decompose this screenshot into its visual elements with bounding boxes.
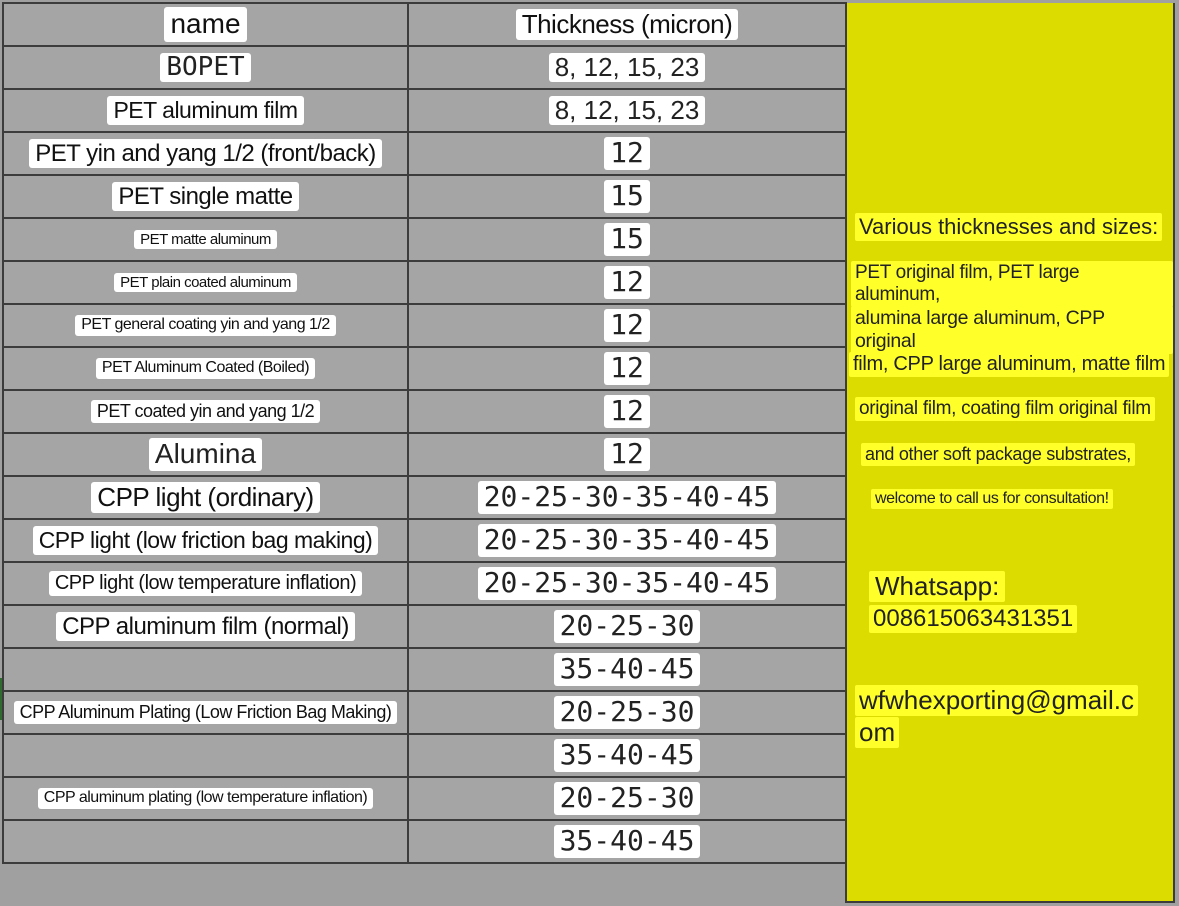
row-thickness: 35-40-45: [554, 739, 701, 771]
table-row: [3, 304, 846, 347]
row-thickness: 8, 12, 15, 23: [549, 53, 706, 83]
table-row: [3, 89, 846, 132]
row-name: CPP Aluminum Plating (Low Friction Bag Making): [14, 701, 398, 724]
row-thickness: 12: [604, 352, 650, 384]
row-name: CPP aluminum plating (low temperature inflation): [38, 788, 373, 808]
header-name-cell: [3, 3, 408, 46]
row-thickness: 12: [604, 266, 650, 298]
spec-table: [2, 2, 847, 864]
row-name: PET coated yin and yang 1/2: [91, 400, 320, 423]
row-thickness: 12: [604, 395, 650, 427]
whatsapp-label: Whatsapp:: [869, 571, 1005, 602]
row-name: Alumina: [149, 438, 262, 470]
email-address: wfwhexporting@gmail.c: [855, 685, 1138, 716]
row-thickness: 12: [604, 309, 650, 341]
header-thickness-cell: [408, 3, 846, 46]
table-row: [3, 476, 846, 519]
row-thickness: 20-25-30-35-40-45: [478, 524, 777, 556]
info-line: film, CPP large aluminum, matte film: [849, 352, 1169, 377]
info-line: Various thicknesses and sizes:: [855, 213, 1162, 241]
table-row: [3, 605, 846, 648]
row-thickness: 20-25-30-35-40-45: [478, 567, 777, 599]
row-name: PET Aluminum Coated (Boiled): [96, 358, 315, 378]
header-thickness: Thickness (micron): [516, 9, 739, 41]
table-row: [3, 218, 846, 261]
table-row: [3, 175, 846, 218]
table-row: [3, 433, 846, 476]
row-name: PET matte aluminum: [134, 230, 277, 249]
row-name: PET yin and yang 1/2 (front/back): [29, 139, 382, 169]
table-row: [3, 261, 846, 304]
info-panel: [845, 3, 1175, 903]
table-row: [3, 347, 846, 390]
info-line: original film, coating film original film: [855, 397, 1155, 421]
row-thickness: 12: [604, 438, 650, 470]
row-thickness: 20-25-30: [554, 782, 701, 814]
row-name: PET plain coated aluminum: [114, 273, 297, 292]
row-thickness: 35-40-45: [554, 653, 701, 685]
row-name: PET single matte: [112, 182, 298, 212]
row-thickness: 8, 12, 15, 23: [549, 96, 706, 126]
row-name: PET aluminum film: [107, 96, 303, 124]
table-header-row: [3, 3, 846, 46]
row-thickness: 35-40-45: [554, 825, 701, 857]
info-line: alumina large aluminum, CPP original: [851, 306, 1173, 354]
row-thickness: 20-25-30: [554, 610, 701, 642]
header-name: name: [164, 7, 246, 41]
table-row: [3, 519, 846, 562]
table-row: [3, 390, 846, 433]
table-row: [3, 691, 846, 734]
table-row: [3, 648, 846, 691]
info-line: and other soft package substrates,: [861, 443, 1135, 466]
row-name: CPP aluminum film (normal): [56, 612, 355, 642]
row-name: CPP light (low friction bag making): [33, 526, 379, 554]
info-line: PET original film, PET large aluminum,: [851, 261, 1173, 307]
row-name: CPP light (ordinary): [91, 482, 319, 514]
table-row: [3, 734, 846, 777]
row-thickness: 20-25-30-35-40-45: [478, 481, 777, 513]
row-name: CPP light (low temperature inflation): [49, 571, 362, 596]
row-thickness: 12: [604, 137, 650, 169]
row-thickness: 15: [604, 180, 650, 212]
table-row: [3, 820, 846, 863]
table-row: [3, 777, 846, 820]
table-row: [3, 562, 846, 605]
info-line: welcome to call us for consultation!: [871, 489, 1113, 509]
table-row: [3, 46, 846, 89]
row-thickness: 20-25-30: [554, 696, 701, 728]
row-thickness: 15: [604, 223, 650, 255]
row-name: PET general coating yin and yang 1/2: [75, 315, 336, 335]
email-address-continued: om: [855, 717, 899, 748]
whatsapp-number: 008615063431351: [869, 605, 1077, 633]
table-row: [3, 132, 846, 175]
row-name: BOPET: [160, 53, 250, 83]
